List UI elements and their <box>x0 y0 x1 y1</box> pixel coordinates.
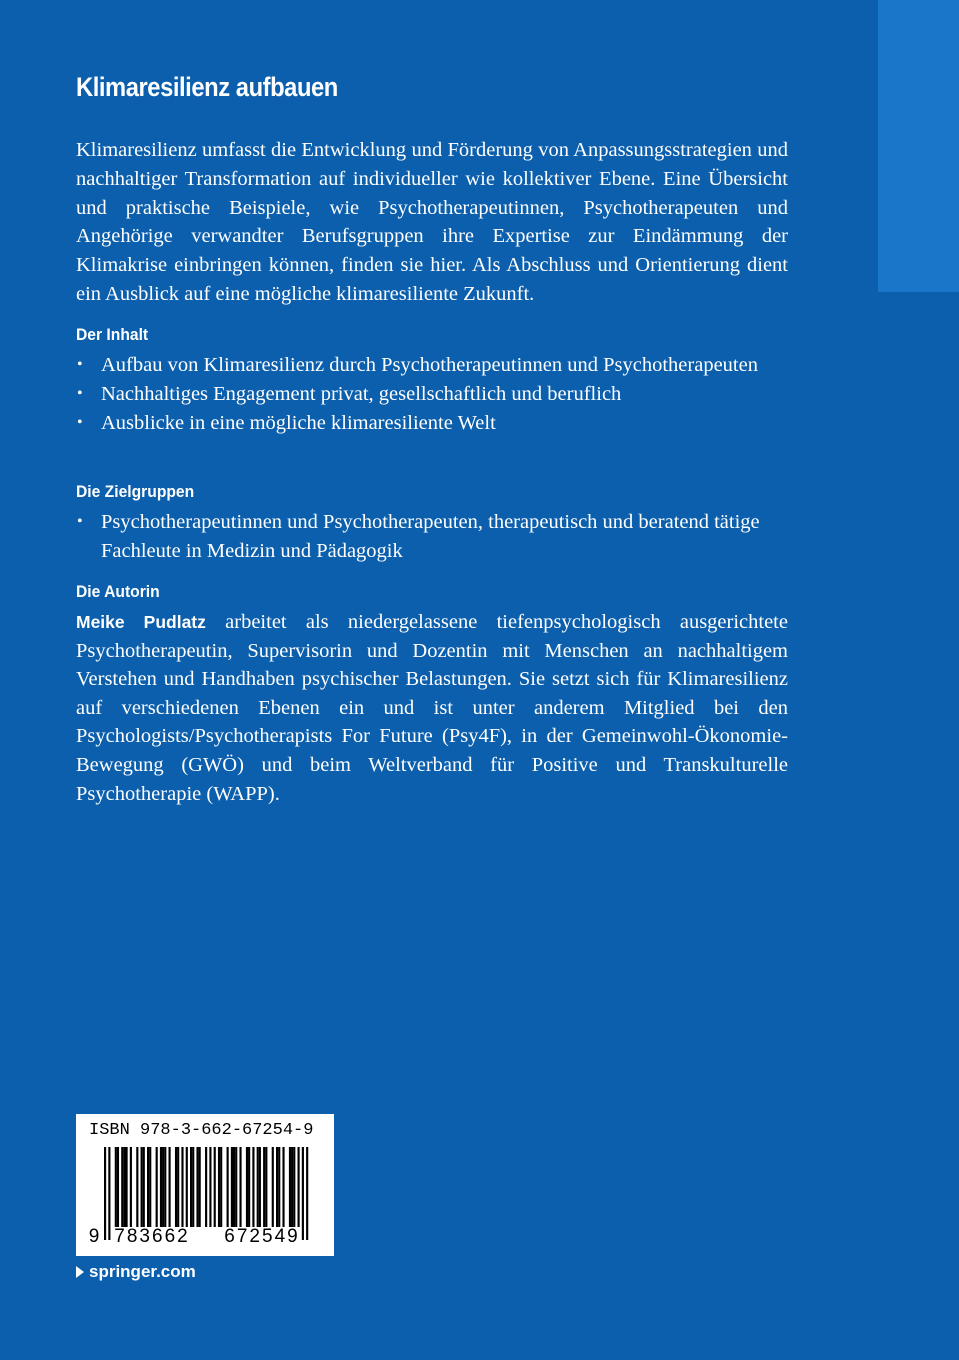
book-title: Klimaresilienz aufbauen <box>76 72 338 102</box>
barcode-bar <box>298 1147 300 1227</box>
barcode-bar <box>115 1147 117 1227</box>
barcode-bar <box>190 1147 192 1227</box>
barcode-bar <box>136 1147 138 1227</box>
content-list-item: • Aufbau von Klimaresilienz durch Psychotherapeutinnen und Psychotherapeuten <box>76 351 788 380</box>
barcode-bar <box>149 1147 151 1227</box>
barcode-bar <box>147 1147 149 1227</box>
barcode-bar <box>293 1147 295 1227</box>
barcode-bar <box>248 1147 250 1227</box>
barcode-bar <box>199 1147 201 1227</box>
barcode-bar <box>278 1147 280 1227</box>
barcode-bar <box>218 1147 220 1227</box>
barcode-bar <box>231 1147 233 1227</box>
author-heading: Die Autorin <box>76 582 160 601</box>
barcode-bar <box>192 1147 194 1227</box>
barcode-bar <box>214 1147 216 1227</box>
content-list-item: • Nachhaltiges Engagement privat, gesellschaftlich und beruflich <box>76 380 788 409</box>
barcode-bar <box>227 1147 229 1227</box>
content-heading: Der Inhalt <box>76 325 149 344</box>
springer-link[interactable] <box>76 1262 196 1282</box>
barcode-digit-group: 783662 <box>114 1226 190 1247</box>
barcode-digits <box>86 1226 314 1248</box>
barcode-digit-group: 672549 <box>224 1226 300 1247</box>
barcode-bar <box>205 1147 207 1227</box>
barcode-bar <box>141 1147 143 1227</box>
barcode-bar <box>177 1147 179 1227</box>
isbn-label: ISBN 978-3-662-67254-9 <box>89 1121 314 1140</box>
barcode-bar <box>233 1147 235 1227</box>
barcode-bar <box>272 1147 274 1227</box>
barcode-bar <box>156 1147 158 1227</box>
barcode-bar <box>123 1147 125 1227</box>
barcode-digit-group: 9 <box>88 1226 100 1247</box>
barcode-bar <box>289 1147 291 1227</box>
audience-list <box>76 508 788 566</box>
barcode-bar <box>276 1147 278 1227</box>
barcode-bar <box>164 1147 166 1227</box>
author-bio <box>76 608 788 808</box>
barcode-bar <box>282 1147 284 1227</box>
barcode-bar <box>209 1147 211 1227</box>
audience-list-item: • Psychotherapeutinnen und Psychotherapeuten, therapeutisch und beratend tätige Fachleute in Medizin und Pädagogik <box>76 508 788 566</box>
barcode-bar <box>186 1147 188 1227</box>
isbn-barcode <box>76 1114 334 1256</box>
barcode-bar <box>175 1147 177 1227</box>
barcode-bar <box>117 1147 119 1227</box>
content-list <box>76 351 788 437</box>
barcode-bar <box>265 1147 267 1227</box>
author-name: Meike Pudlatz <box>76 612 206 632</box>
barcode-bar <box>220 1147 222 1227</box>
arrow-right-icon <box>76 1266 84 1278</box>
barcode-bar <box>257 1147 259 1227</box>
barcode-bar <box>263 1147 265 1227</box>
barcode-bar <box>121 1147 123 1227</box>
audience-heading: Die Zielgruppen <box>76 482 195 501</box>
barcode-bar <box>130 1147 132 1227</box>
content-list-item: • Ausblicke in eine mögliche klimaresiliente Welt <box>76 409 788 438</box>
barcode-bar <box>246 1147 248 1227</box>
barcode-bar <box>160 1147 162 1227</box>
side-color-tab <box>878 0 959 292</box>
barcode-bar <box>291 1147 293 1227</box>
springer-link-text: springer.com <box>89 1262 196 1281</box>
barcode-bar <box>143 1147 145 1227</box>
barcode-bar <box>239 1147 241 1227</box>
barcode-bar <box>259 1147 261 1227</box>
barcode-bar <box>181 1147 183 1227</box>
barcode-bar <box>169 1147 171 1227</box>
barcode-bar <box>162 1147 164 1227</box>
barcode-bar <box>235 1147 237 1227</box>
barcode-bar <box>196 1147 198 1227</box>
barcode-bar <box>252 1147 254 1227</box>
barcode-bar <box>126 1147 128 1227</box>
intro-paragraph: Klimaresilienz umfasst die Entwicklung und Förderung von Anpassungsstrategien und nachhaltiger Transformation auf individueller wie kollektiver Ebene. Eine Übersicht und praktische Beispiele, wie Psychotherapeutinnen, Psychotherapeuten und Angehörige verwandter Berufsgruppen ihre Expertise zur Eindämmung der Klimakrise einbringen können, finden sie hier. Als Abschluss und Orientierung dient ein Ausblick auf eine mögliche klimaresiliente Zukunft. <box>76 139 788 305</box>
author-bio-text: arbeitet als niedergelassene tiefenpsychologisch ausgerichtete Psychotherapeutin, Supervisorin und Dozentin mit Menschen an nachhaltigem Verstehen und Handhaben psychischer Belastungen. Sie setzt sich für Klimaresilienz auf verschiedenen Ebenen ein und ist unter anderem Mitglied bei den Psychologists/Psychotherapists For Future (Psy4F), in der Gemeinwohl-Ökonomie-Bewegung (GWÖ) und beim Weltverband für Positive und Transkulturelle Psychotherapie (WAPP). <box>76 611 788 805</box>
